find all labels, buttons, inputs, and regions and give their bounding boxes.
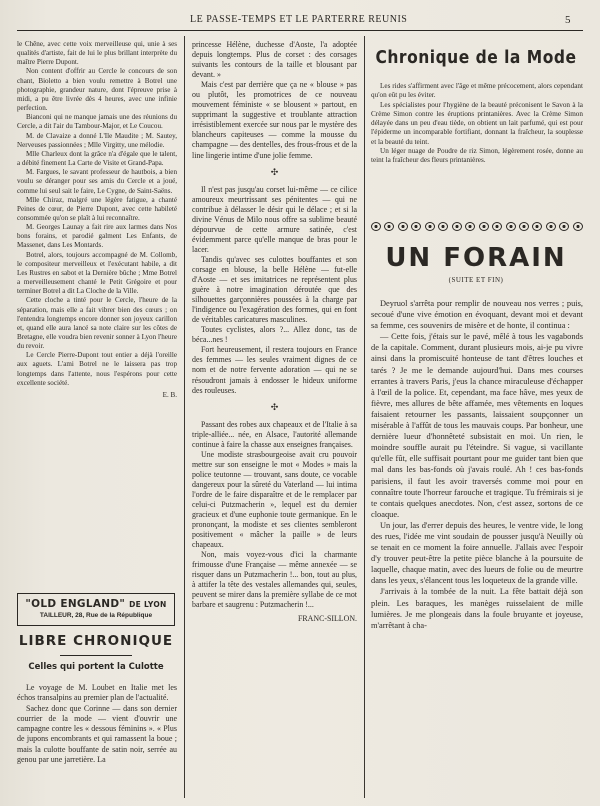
paragraph: Sachez donc que Corinne — dans son dernier courrier de la mode — vient d'ouvrir une campagne contre les « dessous féminins ». « Plus de jupons encombrants et qui ramassent la boue ; mais la culotte bouffante de satin noir, serrée au genou par une jarretière. La	[17, 703, 177, 765]
libre-chronique-subheading: Celles qui portent la Culotte	[28, 662, 164, 672]
paragraph: Le Cercle Pierre-Dupont tout entier a déjà l'oreille aux aguets. L'ami Botrel ne le laissera pas trop longtemps dans l'attente, nous l'espérons pour cette excellente société.	[17, 351, 177, 387]
running-title: LE PASSE-TEMPS ET LE PARTERRE REUNIS	[190, 14, 408, 25]
header-rule	[17, 30, 583, 31]
paragraph: le Chêne, avec cette voix merveilleuse qui, unie à ses qualités d'artiste, fait de lui le plus brillant interprète du maître Pierre Dupont.	[17, 40, 177, 67]
ad-title	[18, 598, 174, 610]
column-2-article	[192, 40, 357, 798]
column-divider-1	[184, 36, 185, 798]
paragraph: Un léger nuage de Poudre de riz Simon, légèrement rosée, donne au teint la fraîcheur des fleurs printanières.	[371, 146, 583, 164]
paragraph: Bianconi qui ne manque jamais une des réunions du Cercle, a dit l'air du Tambour-Major, et Le Coucou.	[17, 113, 177, 131]
ad-brand-suffix: DE LYON	[129, 600, 167, 609]
paragraph: Les spécialistes pour l'hygiène de la beauté préconisent le Savon à la Crème Simon contre les éruptions printanières. Avec la Crème Simon délayée dans un peu d'eau tiède, on obtient un lait parfumé, qui est pour l'épiderme un incomparable fortifiant, donnant la fraîcheur, la souplesse et la beauté du teint.	[371, 100, 583, 146]
paragraph: Non content d'offrir au Cercle le concours de son chant, Bioletto a bien voulu remettre à Botrel une photographie, grandeur nature, dont l'épreuve prise à midi, a pu être livrée dès 4 heures, avec une infinie perfection.	[17, 67, 177, 113]
article-signature: E. B.	[162, 390, 177, 399]
section-ornament: ✣	[270, 166, 279, 177]
advertisement-box	[17, 593, 175, 626]
paragraph: J'arrivais à la tombée de la nuit. La fête battait déjà son plein. Les baraques, les manèges ruisselaient de mille lumières. Je me plongeais dans la foule bruyante et joyeuse, m'arrêtant à cha-	[371, 587, 583, 630]
paragraph: Fort heureusement, il restera toujours en France des femmes — les seules vraiment dignes de ce nom et de notre fervente adoration — qui ne se résoudront jamais à endosser le hideux uniforme des rouleuses.	[192, 345, 357, 395]
paragraph: M. Fargues, le savant professeur de hautbois, a bien voulu se déranger pour ses amis du Cercle et a joué, comme lui seul sait le faire, Le Cygne, de Saint-Saëns.	[17, 168, 177, 195]
paragraph: princesse Hélène, duchesse d'Aoste, l'a adoptée depuis longtemps. Plus de corset : des corsages suivants les contours de la taille et blousant par devant. »	[192, 40, 357, 80]
heading-rule	[60, 655, 132, 656]
paragraph: Un jour, las d'errer depuis des heures, le ventre vide, le long des rues, l'idée me vint soudain de pousser jusqu'à Neuilly où se tenait en ce moment la foire annuelle. J'allais avec l'espoir d'y trouver peut-être la petite pièce blanche à la poursuite de laquelle, chaque matin, avec des lueurs de folie ou de meurtre dans les yeux, s'élancent tous les loqueteux de la grande ville.	[371, 520, 583, 586]
paragraph: Botrel, alors, toujours accompagné de M. Collomb, le compositeur merveilleux et l'exécutant habile, a dit Les Rustres en sabot et la Dernière bûche ; Mme Botrel a merveilleusement chanté le Petit Grégoire et pour terminer Botrel a dit La Cloche de la Ville.	[17, 250, 177, 296]
paragraph: Mlle Charleux dont la grâce n'a d'égale que le talent, a débité finement La Carte de Visite et Grand-Papa.	[17, 149, 177, 168]
article-signature: FRANC-SILLON.	[298, 613, 357, 623]
paragraph: Mlle Chiraz, malgré une légère fatigue, a chanté Peines de cœur, de Pierre Dupont, avec cette habileté consommée qu'on se plaît à lui reconnaître.	[17, 195, 177, 222]
libre-chronique-text	[17, 683, 177, 799]
un-forain-heading: UN FORAIN	[385, 243, 567, 273]
paragraph: Toutes cyclistes, alors ?... Allez donc, tas de béca...nes !	[192, 325, 357, 345]
paragraph: Les rides s'affirment avec l'âge et même précocement, alors cependant qu'on eût pu les éviter.	[371, 82, 583, 100]
section-ornament: ✣	[270, 401, 279, 412]
paragraph: Cette cloche a tinté pour le Cercle, l'heure de la séparation, mais elle a fait vibrer bien des cœurs ; on l'entendra longtemps encore donner son joyeux carillon et, quand elle aura lancé sa note claire sur les côtes de Bretagne, elle voudra bien revenir sonner à Lyon l'heure du revoir.	[17, 296, 177, 351]
paragraph: Non, mais voyez-vous d'ici la charmante frimousse d'une Française — même annexée — se risquer dans un Putzmacherin !... bon, tout au plus, à attifer la tête des vestales allemandes qui, seules, peuvent se mirer dans la première syllabe de ce mot barbare et saugrenu : Putzmacherin !...	[192, 550, 357, 610]
ornamental-border	[371, 222, 583, 232]
paragraph: Le voyage de M. Loubet en Italie met les échos transalpins au premier plan de l'actualité.	[17, 683, 177, 703]
paragraph: Une modiste strasbourgeoise avait cru pouvoir mettre sur son enseigne le mot « Modes » mais la police teutonne — trouvant, sans doute, ce vocable dangereux pour la sûreté du Vaterland — lui intima l'ordre de le faire disparaître et de le remplacer par celui-ci Putzmacherin », lequel est du dernier gracieux et d'une euphonie toute germanique. En le prononçant, la modiste et ses clientes sembleront positivement « mâcher la paille » de leurs chapeaux.	[192, 449, 357, 550]
paragraph: Passant des robes aux chapeaux et de l'Italie à sa triple-alliée... née, en Alsace, l'autorité allemande continue à faire la chasse aux enseignes françaises.	[192, 419, 357, 449]
ad-brand-name: "OLD ENGLAND"	[25, 598, 126, 610]
paragraph: — Cette fois, j'étais sur le pavé, mêlé à tous les vagabonds de la capitale. Comment, durant plusieurs mois, ai-je pu vivre ainsi dans la promiscuité honteuse de tant d'êtres louches et tarés ? Je me le demande aujourd'hui. Dans mes courses errantes à travers Paris, j'eus la chance miraculeuse d'échapper à l'œil de la police. Et, cependant, ma face hâve, mes yeux de fièvre, mes allures de bête affamée, mes vêtements en loques faisaient retourner les passants, laissaient soupçonner un misérable à l'affût de tous les mauvais coups. Par bonheur, une dernière lueur d'honnêteté subsistait en moi. Un rien, le moindre souffle aurait pu l'éteindre. Si vague, si vacillante qu'elle fût, elle suffisait pourtant pour me guider tant bien que mal dans les bas-fonds où j'avais roulé. Ah ! ces bas-fonds parisiens, il faut les avoir traversés comme moi pour en connaître toute l'horreur farouche et tragique. Tu frémirais si je te contais quelques anecdotes. Non, c'est assez, sortons de ce cloaque.	[371, 332, 583, 519]
column-1-article	[17, 40, 177, 585]
page-header	[0, 14, 600, 28]
un-forain-text	[371, 298, 583, 798]
libre-chronique-heading: LIBRE CHRONIQUE	[18, 633, 174, 649]
paragraph: Mais c'est par derrière que ça ne « blouse » pas ou plutôt, les promotrices de ce nouveau mouvement féministe « se blousent » partout, en supprimant la suggestive et troublante attraction irrésistiblement exercée sur nous par le mystère des blancheurs capiteuses — comme la mousse du champagne — des dentelles, des frous-frous et de la line lingerie intime d'une jolie femme.	[192, 80, 357, 160]
chronique-mode-heading: Chronique de la Mode	[375, 46, 577, 68]
paragraph: M. de Clavaize a donné L'Ile Maudite ; M. Sautey, Nerveuses passionnées ; Mlle Virgitty, une mélodie.	[17, 131, 177, 149]
paragraph: M. Georges Launay a fait rire aux larmes dans Nos bons forains, et parodié galment Les Enfants, de Massenet, dans Les Montards.	[17, 223, 177, 250]
page-number: 5	[565, 14, 571, 26]
ad-address: TAILLEUR, 28, Rue de la République	[39, 612, 153, 619]
paragraph: Tandis qu'avec ses culottes bouffantes et son corsage en blouse, la belle Hélène — fut-elle d'Aoste — et ses imitatrices ne représentent plus guère à notre imagination déroutée que des silhouettes garçonnières poussées à la charge par l'indigence ou l'exagération des formes, qui en font de véritables caricatures masculines.	[192, 254, 357, 325]
column-divider-2	[364, 36, 365, 798]
paragraph: Il n'est pas jusqu'au corset lui-même — ce cilice amoureux meurtrissant ses pénitentes — qui ne contribue à délasser le désir qui le délace ; et si la divine Vénus de Milo nous offre sa sublime beauté dépourvue de cette armure satinée, c'est évidemment parce qu'elle manque de bras pour le lacer.	[192, 184, 357, 254]
chronique-mode-text	[371, 82, 583, 216]
un-forain-subheading: (SUITE ET FIN)	[448, 276, 504, 284]
paragraph: Deyruol s'arrêta pour remplir de nouveau nos verres ; puis, secoué d'une vive émotion en évoquant, devant moi et devant sa femme, ces souvenirs de misère et de honte, il continua :	[371, 299, 583, 331]
